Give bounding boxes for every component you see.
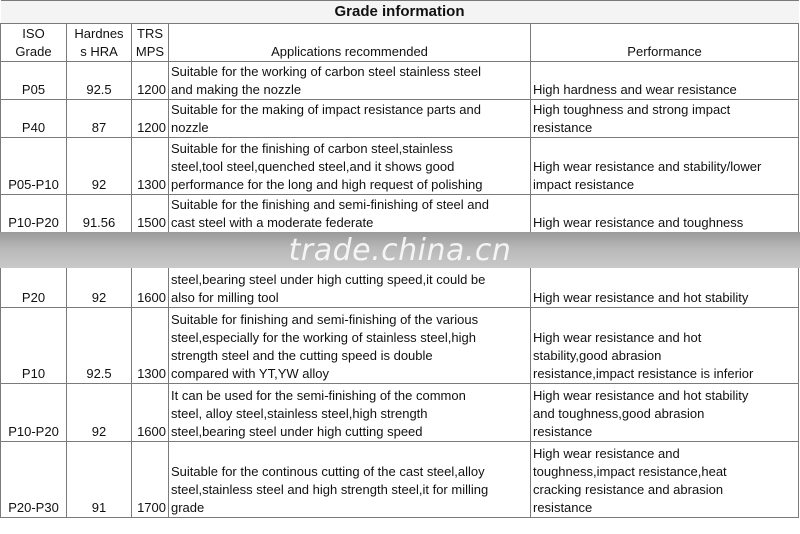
application-cell: Suitable for the working of carbon steel stainless steel and making the nozzle (169, 62, 531, 100)
trs-cell: 1300 (132, 308, 169, 384)
hra-cell: 92.5 (67, 62, 132, 100)
hra-cell: 92 (67, 264, 132, 308)
performance-header: Performance (531, 24, 799, 62)
iso-cell: P10-P20 (1, 384, 67, 442)
application-cell: Suitable for the finishing of carbon steel,stainless steel,tool steel,quenched steel,and it shows good performance for the long and high request of polishing (169, 138, 531, 195)
application-cell: Suitable for the finishing and semi-finishing of steel and cast steel with a moderate federate (169, 195, 531, 233)
hra-cell: 92 (67, 138, 132, 195)
hra-cell: 92.5 (67, 308, 132, 384)
hardness-header: Hardnes s HRA (67, 24, 132, 62)
table-row (1, 195, 799, 233)
iso-cell: P40 (1, 100, 67, 138)
title-row (1, 1, 799, 24)
performance-cell: High hardness and wear resistance (531, 62, 799, 100)
iso-cell: P20-P30 (1, 442, 67, 518)
applications-header: Applications recommended (169, 24, 531, 62)
application-cell: Suitable for the making of impact resistance parts and nozzle (169, 100, 531, 138)
table-row (1, 384, 799, 442)
table-row (1, 62, 799, 100)
iso-cell: P10-P20 (1, 195, 67, 233)
performance-cell: High wear resistance and toughness (531, 195, 799, 233)
application-cell: Suitable for finishing and semi-finishing of the various steel,especially for the working of stainless steel,high strength steel and the cutting speed is double compared with YT,YW alloy (169, 308, 531, 384)
table-row (1, 100, 799, 138)
trs-cell: 1500 (132, 195, 169, 233)
performance-cell: High toughness and strong impact resistance (531, 100, 799, 138)
table-row (1, 442, 799, 518)
watermark-text: trade.china.cn (288, 232, 512, 268)
table-title: Grade information (1, 1, 799, 24)
trs-cell: 1200 (132, 62, 169, 100)
iso-cell: P05-P10 (1, 138, 67, 195)
application-cell: Suitable for the continous cutting of the cast steel,alloy steel,stainless steel and high strength steel,it for milling grade (169, 442, 531, 518)
watermark-band (0, 232, 800, 268)
hra-cell: 91 (67, 442, 132, 518)
trs-cell: 1600 (132, 264, 169, 308)
table-row (1, 264, 799, 308)
performance-cell: High wear resistance and stability/lower impact resistance (531, 138, 799, 195)
table-row (1, 138, 799, 195)
application-cell: steel,bearing steel under high cutting speed,it could be also for milling tool (169, 264, 531, 308)
iso-cell: P10 (1, 308, 67, 384)
hra-cell: 92 (67, 384, 132, 442)
hra-cell: 87 (67, 100, 132, 138)
trs-cell: 1200 (132, 100, 169, 138)
performance-cell: High wear resistance and hot stability,good abrasion resistance,impact resistance is inferior (531, 308, 799, 384)
iso-cell: P05 (1, 62, 67, 100)
iso-cell: P20 (1, 264, 67, 308)
header-row (1, 24, 799, 62)
application-cell: It can be used for the semi-finishing of the common steel, alloy steel,stainless steel,high strength steel,bearing steel under high cutting speed (169, 384, 531, 442)
hra-cell: 91.56 (67, 195, 132, 233)
iso-grade-header: ISO Grade (1, 24, 67, 62)
performance-cell: High wear resistance and hot stability and toughness,good abrasion resistance (531, 384, 799, 442)
trs-header: TRS MPS (132, 24, 169, 62)
performance-cell: High wear resistance and toughness,impact resistance,heat cracking resistance and abrasion resistance (531, 442, 799, 518)
trs-cell: 1300 (132, 138, 169, 195)
trs-cell: 1600 (132, 384, 169, 442)
table-row (1, 308, 799, 384)
trs-cell: 1700 (132, 442, 169, 518)
performance-cell: High wear resistance and hot stability (531, 264, 799, 308)
